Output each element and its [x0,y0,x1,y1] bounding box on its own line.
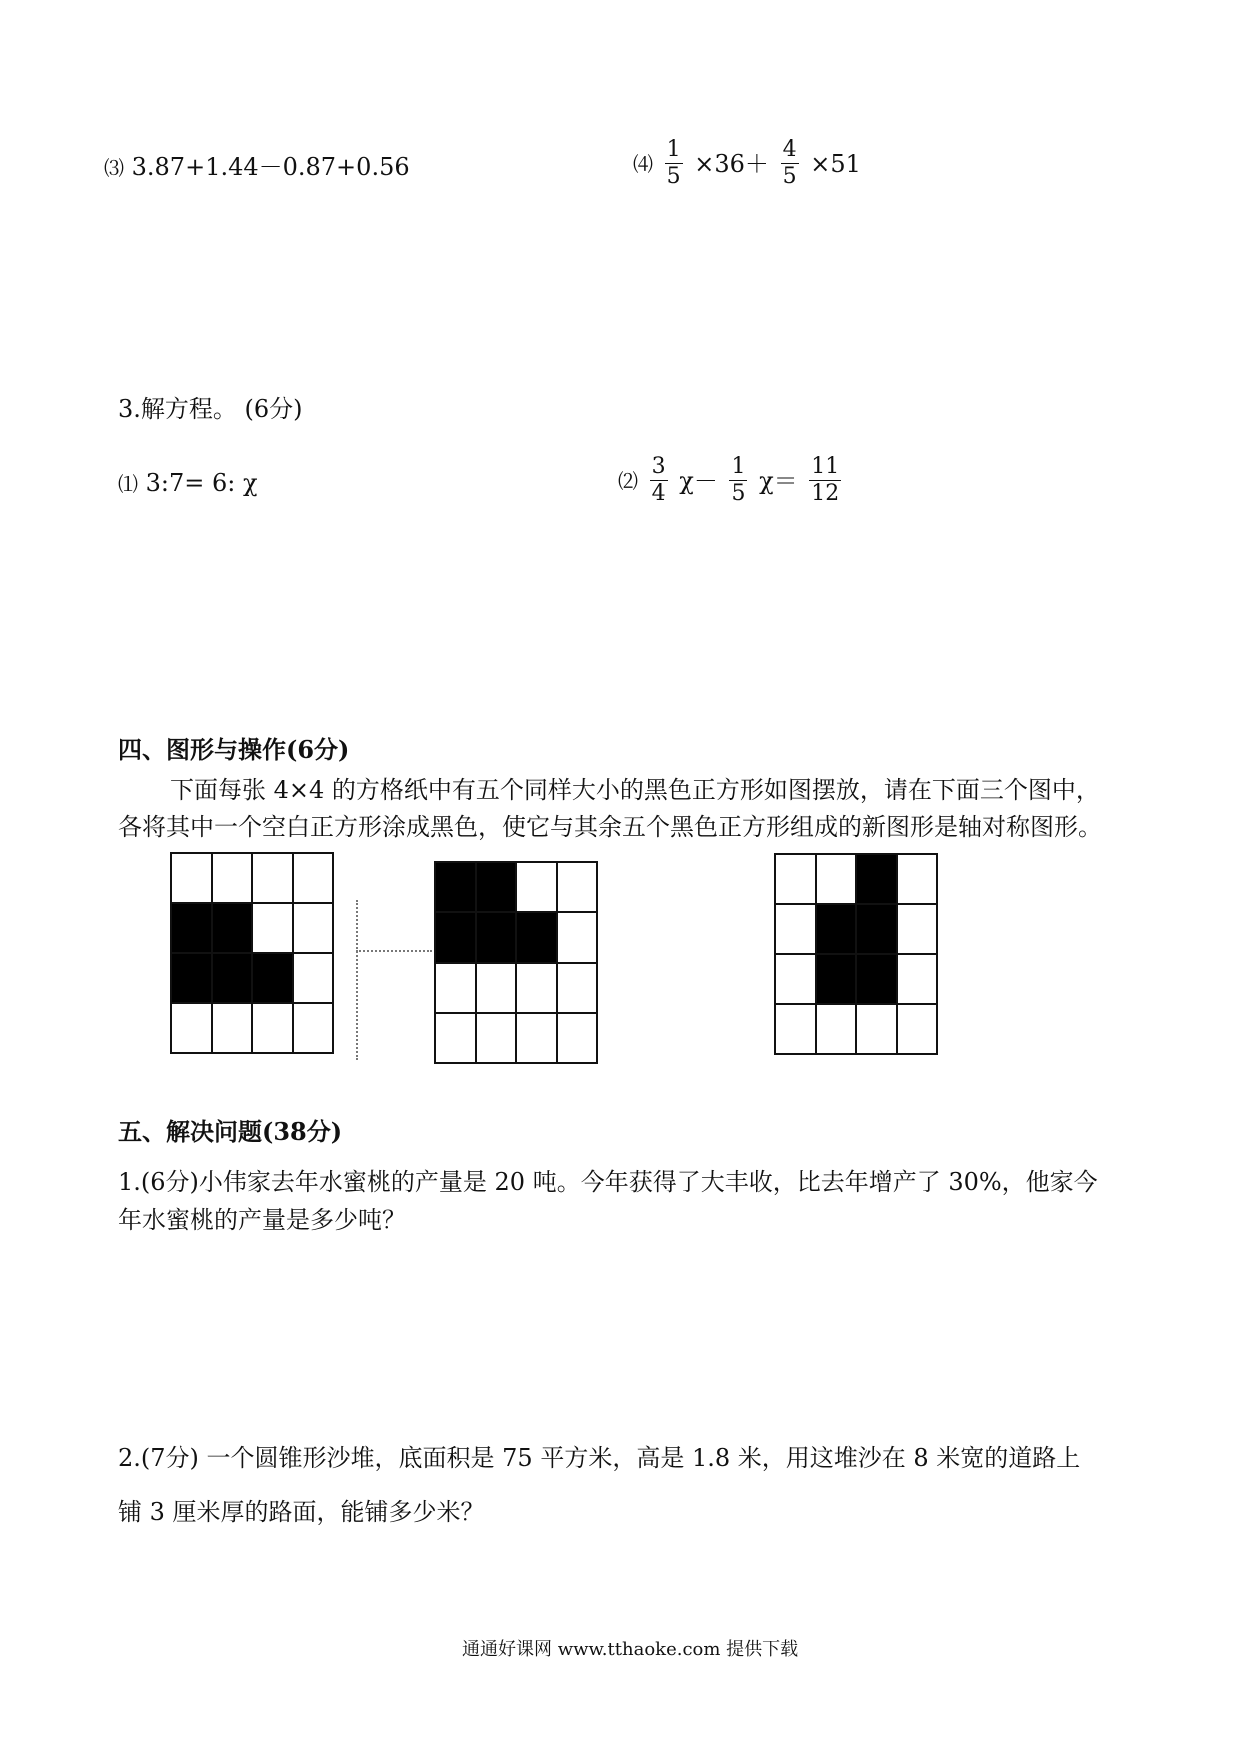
grid-cell-white [517,1014,558,1064]
section-4-line-1: 下面每张 4×4 的方格纸中有五个同样大小的黑色正方形如图摆放，请在下面三个图中， [170,776,1100,804]
equation-2 [618,455,845,506]
grid-cell-white [898,955,939,1005]
grid-cell-white [172,1004,213,1054]
question-1-line-2: 年水蜜桃的产量是多少吨？ [118,1206,406,1234]
fraction-1-5 [665,138,683,189]
fraction-numerator: 11 [811,454,840,479]
grid-cell-white [817,1005,858,1055]
grid-cell-white [517,964,558,1014]
equations-title: 3.解方程。 (6分) [118,395,303,423]
equation-2-mid2: χ＝ [759,466,798,495]
grid-cell-white [253,904,294,954]
fraction-denominator: 5 [782,164,797,189]
fraction-numerator: 3 [651,454,666,479]
grid-cell-white [817,855,858,905]
grid-cell-black [857,955,898,1005]
grid-cell-black [253,954,294,1004]
fraction-1-5-b [729,455,747,506]
fraction-numerator: 1 [731,454,746,479]
grid-cell-black [817,955,858,1005]
question-2-line-1: 2.(7分) 一个圆锥形沙堆，底面积是 75 平方米，高是 1.8 米，用这堆沙在 8 米宽的道路上 [118,1444,1081,1472]
grid-figure-2 [434,861,598,1064]
grid-cell-white [898,1005,939,1055]
grid-cell-black [517,913,558,963]
grid-cell-black [477,863,518,913]
fraction-denominator: 4 [651,481,666,506]
fraction-11-12 [809,455,841,506]
equation-1-expr: 3:7= 6: χ [145,469,258,497]
equation-1-label: ⑴ [118,472,138,496]
question-2-line-2: 铺 3 厘米厚的路面，能铺多少米？ [118,1498,485,1526]
calc-item-4 [633,138,861,189]
grid-figure-1 [170,852,334,1054]
grid-cell-black [172,904,213,954]
grid-cell-black [436,863,477,913]
dotted-guide-vertical [356,900,358,1060]
fraction-denominator: 12 [811,481,840,506]
calc-item-3-expr: 3.87+1.44－0.87+0.56 [131,153,410,181]
grid-cell-black [477,913,518,963]
grid-cell-white [294,954,335,1004]
fraction-numerator: 1 [666,137,681,162]
section-4-line-2: 各将其中一个空白正方形涂成黑色，使它与其余五个黑色正方形组成的新图形是轴对称图形。 [118,813,1102,841]
grid-cell-white [213,854,254,904]
fraction-3-4 [650,455,668,506]
fraction-denominator: 5 [666,164,681,189]
grid-cell-white [898,905,939,955]
equation-2-label: ⑵ [618,468,638,493]
section-4-title: 四、图形与操作(6分) [118,735,350,764]
grid-cell-white [558,1014,599,1064]
calc-item-3 [104,152,410,183]
grid-cell-black [213,904,254,954]
grid-cell-white [436,1014,477,1064]
grid-cell-white [776,1005,817,1055]
grid-cell-white [558,964,599,1014]
grid-cell-white [776,855,817,905]
equation-2-mid: χ－ [679,466,718,495]
grid-cell-white [898,855,939,905]
section-5-title: 五、解决问题(38分) [118,1117,343,1146]
dotted-guide-horizontal [356,950,432,952]
fraction-4-5 [781,138,799,189]
grid-cell-white [436,964,477,1014]
grid-cell-black [436,913,477,963]
calc-item-4-mid: ×36＋ [694,149,769,178]
question-1-line-1: 1.(6分)小伟家去年水蜜桃的产量是 20 吨。今年获得了大丰收，比去年增产了 30%，他家今 [118,1168,1098,1196]
grid-cell-black [213,954,254,1004]
calc-item-3-label: ⑶ [104,156,124,180]
grid-cell-white [776,955,817,1005]
grid-cell-white [477,964,518,1014]
grid-cell-white [558,913,599,963]
grid-cell-white [857,1005,898,1055]
grid-cell-white [172,854,213,904]
footer-text: 通通好课网 www.tthaoke.com 提供下载 [462,1639,799,1660]
grid-cell-black [857,905,898,955]
equation-1 [118,468,258,499]
grid-figure-3 [774,853,938,1055]
grid-cell-white [294,854,335,904]
grid-cell-white [213,1004,254,1054]
fraction-numerator: 4 [782,137,797,162]
grid-cell-white [294,1004,335,1054]
grid-cell-black [817,905,858,955]
fraction-denominator: 5 [731,481,746,506]
grid-cell-black [172,954,213,1004]
grid-cell-white [477,1014,518,1064]
calc-item-4-tail: ×51 [810,149,861,178]
grid-cell-white [253,854,294,904]
grid-cell-black [857,855,898,905]
grid-cell-white [558,863,599,913]
calc-item-4-label: ⑷ [633,151,653,176]
grid-cell-white [294,904,335,954]
grid-cell-white [253,1004,294,1054]
grid-cell-white [776,905,817,955]
grid-cell-white [517,863,558,913]
